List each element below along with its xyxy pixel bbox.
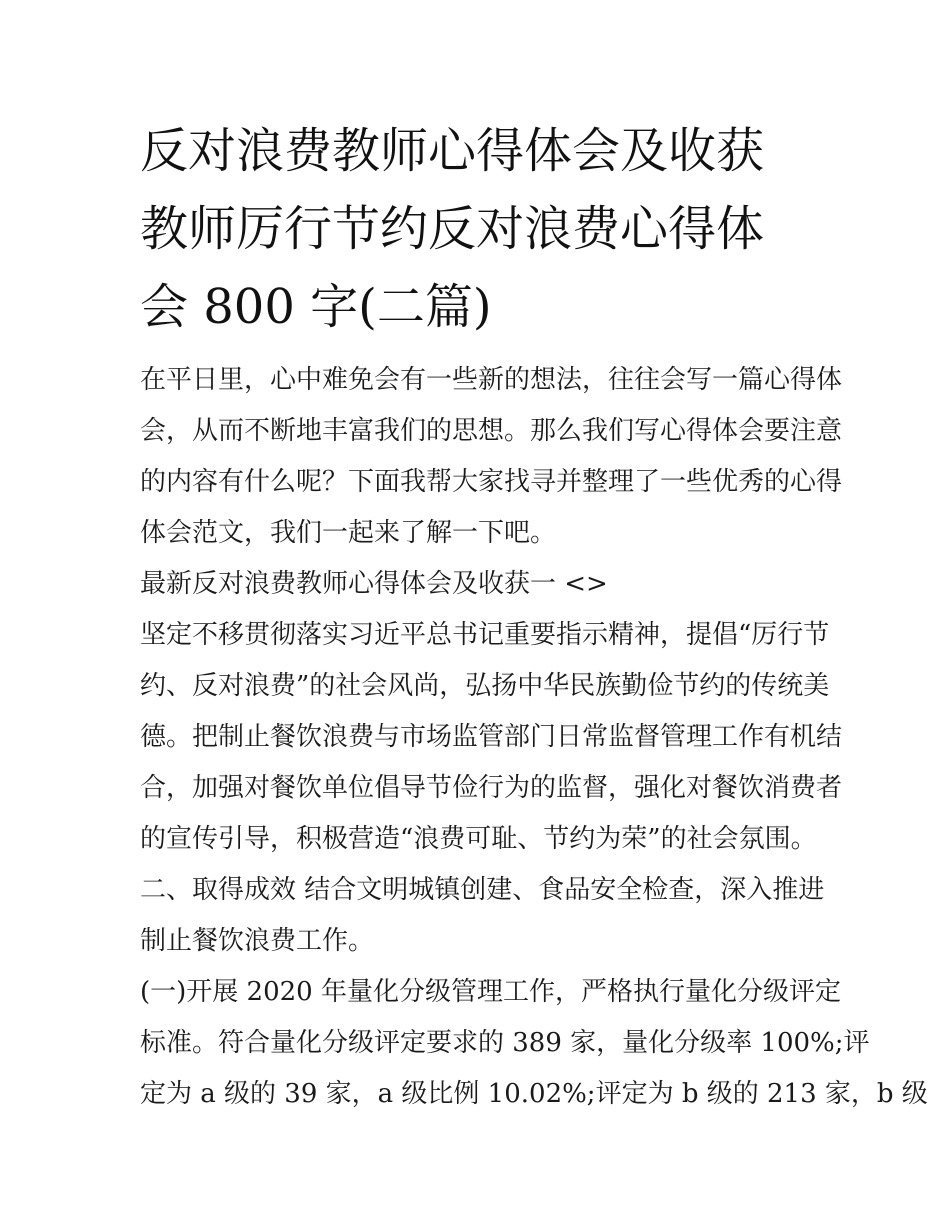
- title-line: 教师厉行节约反对浪费心得体: [140, 201, 765, 257]
- text-line: 体会范文，我们一起来了解一下吧。: [140, 518, 557, 548]
- text-line: 在平日里，心中难免会有一些新的想法，往往会写一篇心得体: [140, 365, 843, 395]
- document-title: [140, 112, 820, 346]
- text-line: 的内容有什么呢？下面我帮大家找寻并整理了一些优秀的心得: [140, 467, 843, 497]
- title-line: 反对浪费教师心得体会及收获: [140, 123, 765, 179]
- text-line: 合，加强对餐饮单位倡导节俭行为的监督，强化对餐饮消费者: [140, 773, 843, 803]
- text-line: 的宣传引导，积极营造“浪费可耻、节约为荣”的社会氛围。: [140, 824, 817, 854]
- text-line: 德。把制止餐饮浪费与市场监管部门日常监督管理工作有机结: [140, 722, 843, 752]
- title-line: 会 800 字(二篇): [140, 279, 492, 335]
- text-line: (一)开展 2020 年量化分级管理工作，严格执行量化分级评定: [140, 977, 841, 1007]
- text-line: 约、反对浪费”的社会风尚，弘扬中华民族勤俭节约的传统美: [140, 671, 830, 701]
- text-line: 标准。符合量化分级评定要求的 389 家，量化分级率 100%;评: [140, 1028, 870, 1058]
- text-line: 二、取得成效 结合文明城镇创建、食品安全检查，深入推进: [140, 875, 825, 905]
- text-line: 会，从而不断地丰富我们的思想。那么我们写心得体会要注意: [140, 416, 843, 446]
- text-line: 制止餐饮浪费工作。: [140, 926, 375, 956]
- document-body: [140, 355, 928, 1120]
- text-line: 定为 a 级的 39 家，a 级比例 10.02%;评定为 b 级的 213 家，b 级: [140, 1079, 928, 1109]
- section-heading: 最新反对浪费教师心得体会及收获一 <>: [140, 569, 608, 599]
- text-line: 坚定不移贯彻落实习近平总书记重要指示精神，提倡“厉行节: [140, 620, 830, 650]
